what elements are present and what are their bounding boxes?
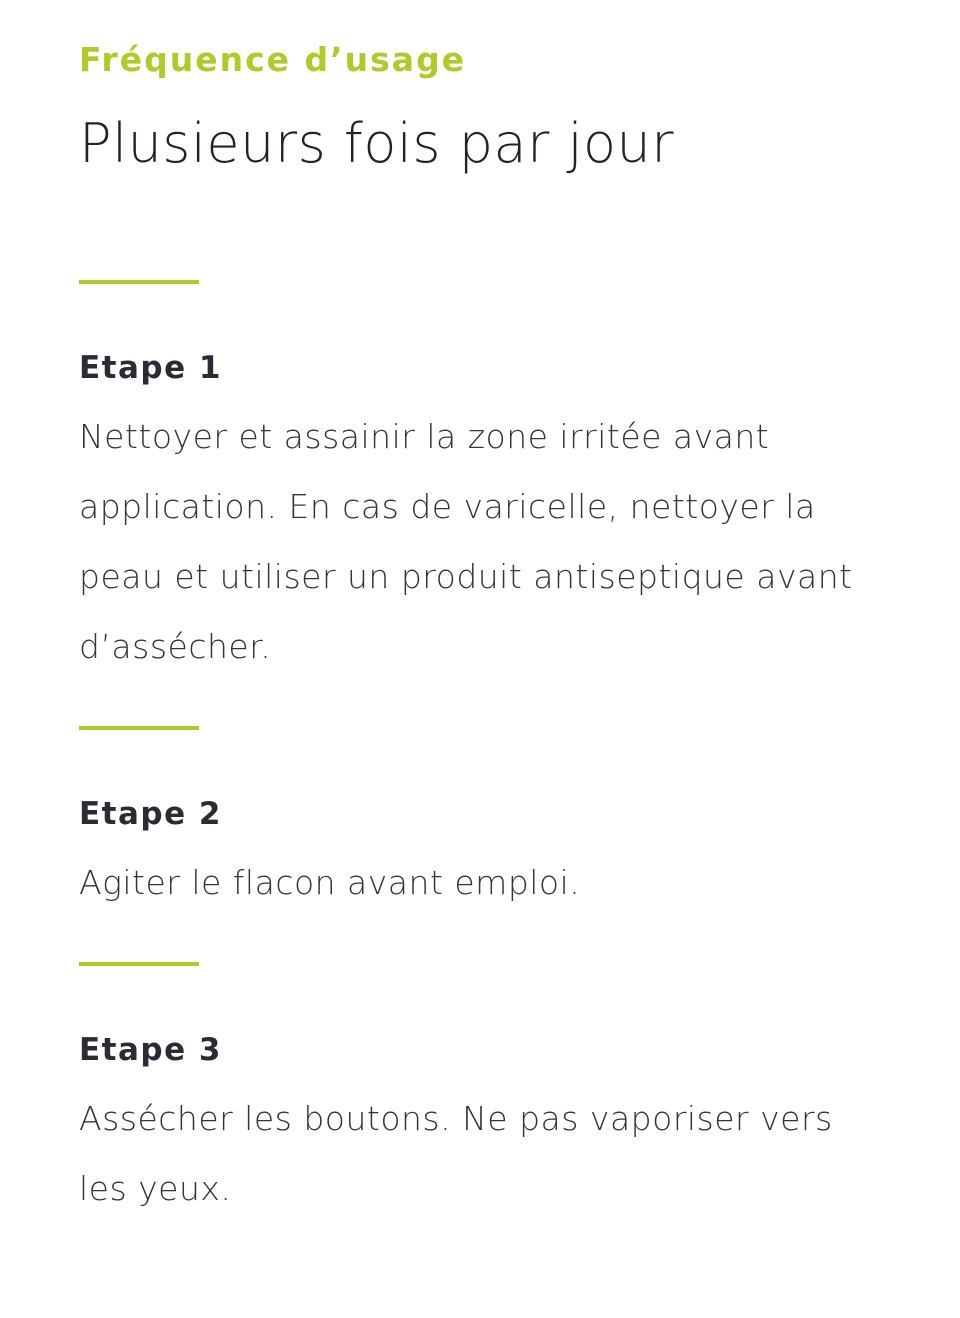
step-2 xyxy=(79,794,900,918)
step-text: Agiter le flacon avant emploi. xyxy=(79,863,581,902)
divider xyxy=(79,726,199,730)
step-label: Etape 3 xyxy=(79,1032,222,1068)
step-label: Etape 2 xyxy=(79,796,222,832)
step-3 xyxy=(79,1030,900,1224)
divider xyxy=(79,280,199,284)
step-text: Nettoyer et assainir la zone irritée avant application. En cas de varicelle, nettoyer la peau et utiliser un produit antiseptique avant d’assécher. xyxy=(79,417,853,666)
section-title: Plusieurs fois par jour xyxy=(79,112,674,175)
section-eyebrow: Fréquence d’usage xyxy=(79,40,467,79)
step-1 xyxy=(79,348,900,682)
step-label: Etape 1 xyxy=(79,350,222,386)
divider xyxy=(79,962,199,966)
step-text: Assécher les boutons. Ne pas vaporiser vers les yeux. xyxy=(79,1099,833,1208)
